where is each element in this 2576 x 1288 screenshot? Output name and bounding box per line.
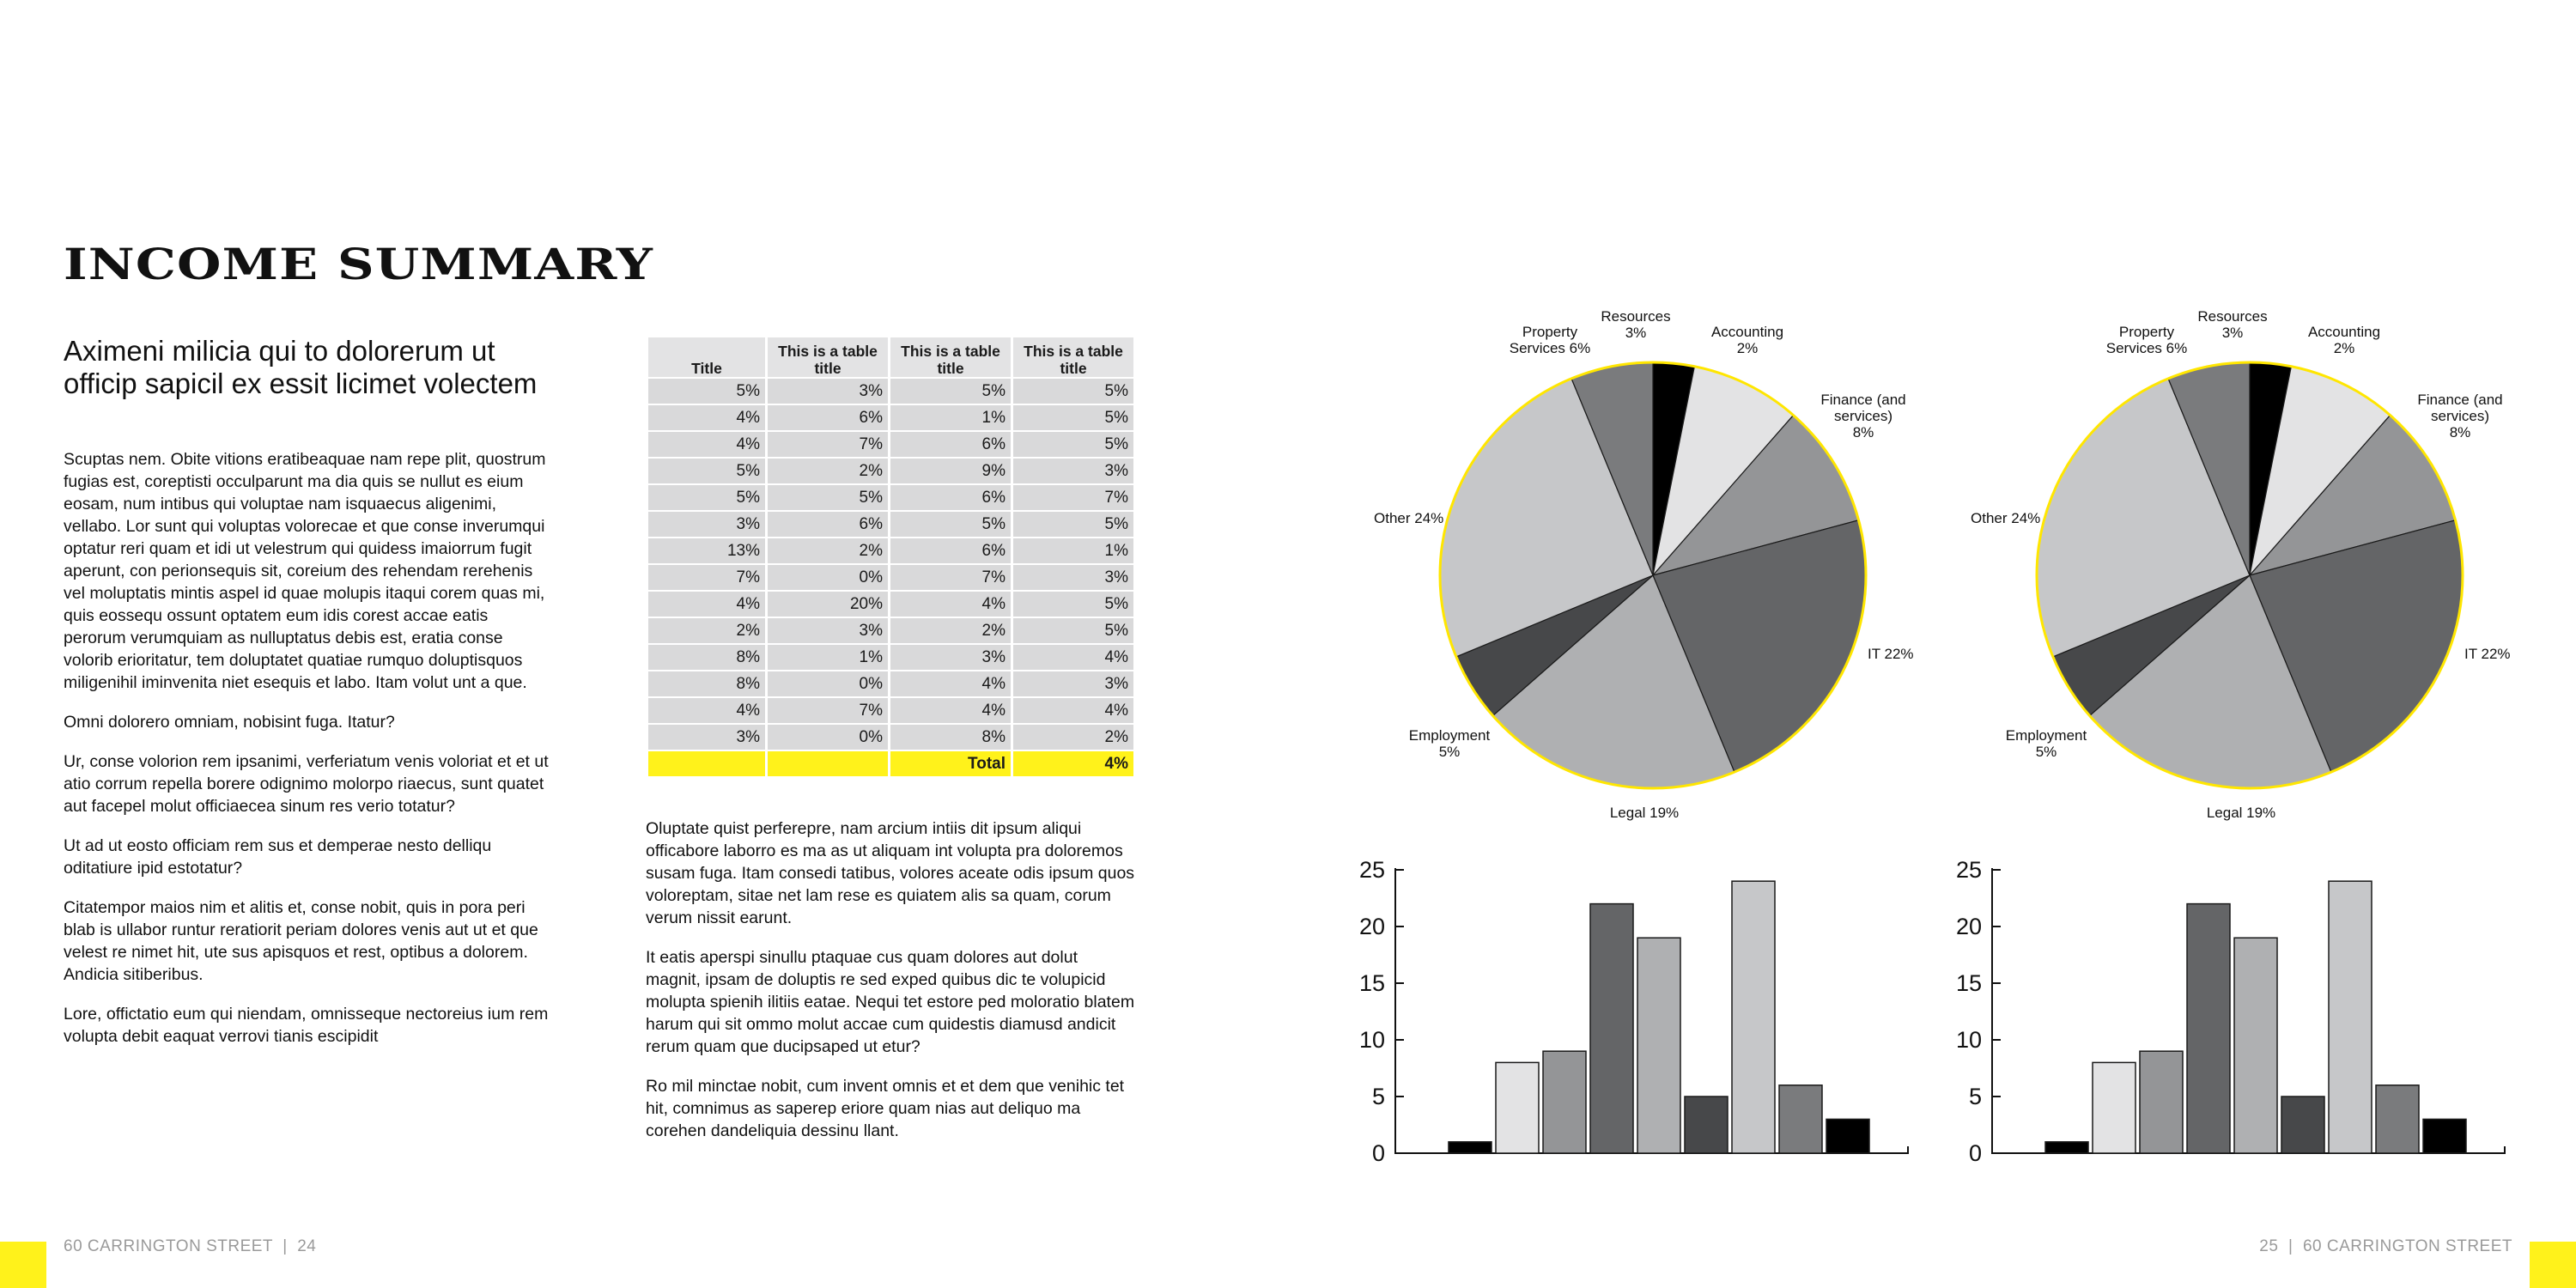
middle-body-text xyxy=(646,817,1135,1159)
table-cell: 3% xyxy=(1013,565,1133,590)
pie-label-accounting: Accounting 2% xyxy=(1710,324,1784,356)
pie-label-accounting: Accounting 2% xyxy=(2307,324,2381,356)
table-cell: 0% xyxy=(768,565,888,590)
pie-label-it: IT 22% xyxy=(2464,646,2511,662)
pie-label-resources: Resources 3% xyxy=(1601,308,1671,341)
pie-label-other: Other 24% xyxy=(1374,510,1444,526)
pie-label-it: IT 22% xyxy=(1868,646,1914,662)
bar xyxy=(1590,904,1633,1153)
table-cell: 5% xyxy=(1013,432,1133,457)
table-cell: 6% xyxy=(890,485,1011,510)
table-row xyxy=(648,512,1133,537)
table-cell: 3% xyxy=(1013,459,1133,483)
bar xyxy=(1779,1085,1822,1153)
pie-label-finance: Finance (and services) 8% xyxy=(1820,392,1906,440)
table-cell: 1% xyxy=(890,405,1011,430)
table-cell: 4% xyxy=(648,432,765,457)
paragraph: Lore, offictatio eum qui niendam, omnisseque nectoreius ium rem volupta debit eaquat verrovi tianis escipidit xyxy=(64,1005,549,1046)
table-cell: 6% xyxy=(890,432,1011,457)
bar xyxy=(2423,1119,2466,1153)
table-row xyxy=(648,538,1133,563)
table-cell: 13% xyxy=(648,538,765,563)
paragraph: Omni dolorero omniam, nobisint fuga. Itatur? xyxy=(64,713,395,732)
table-cell: 3% xyxy=(768,379,888,404)
pie-chart-left xyxy=(1348,305,1932,829)
table-cell xyxy=(768,751,888,776)
table-cell: 8% xyxy=(648,671,765,696)
table-header-cell: This is a table title xyxy=(768,337,888,377)
table-cell: 5% xyxy=(648,485,765,510)
bar xyxy=(2329,881,2372,1153)
paragraph: Ut ad ut eosto officiam rem sus et demperae nesto delliqu oditatiure ipid estotatur? xyxy=(64,836,492,878)
table-row xyxy=(648,565,1133,590)
table-cell: 5% xyxy=(1013,405,1133,430)
table-cell: 4% xyxy=(890,698,1011,723)
table-total-row xyxy=(648,751,1133,776)
table-header-row xyxy=(648,337,1133,377)
table-cell: 4% xyxy=(1013,698,1133,723)
page-title: INCOME SUMMARY xyxy=(64,239,654,289)
table-cell: 7% xyxy=(648,565,765,590)
table-row xyxy=(648,671,1133,696)
bar xyxy=(1543,1051,1586,1153)
table-row xyxy=(648,432,1133,457)
footer-page-left: 60 CARRINGTON STREET | 24 xyxy=(64,1237,317,1255)
table-total-label: Total xyxy=(890,751,1011,776)
pie-label-employment: Employment 5% xyxy=(1408,727,1491,760)
table-cell: 3% xyxy=(890,645,1011,670)
table-cell: 7% xyxy=(768,432,888,457)
bar xyxy=(1449,1142,1492,1153)
table-row xyxy=(648,485,1133,510)
table-header-cell: Title xyxy=(648,337,765,377)
bar xyxy=(1685,1097,1728,1153)
y-tick-label: 25 xyxy=(1358,857,1385,883)
table-cell: 20% xyxy=(768,592,888,617)
table-cell: 5% xyxy=(648,379,765,404)
table-cell: 4% xyxy=(648,592,765,617)
pie-label-resources: Resources 3% xyxy=(2197,308,2268,341)
table-cell: 4% xyxy=(890,592,1011,617)
footer-page-right: 25 | 60 CARRINGTON STREET xyxy=(2259,1237,2512,1255)
lead-heading: Aximeni milicia qui to dolorerum ut officip sapicil ex essit licimet volectem xyxy=(64,335,538,399)
table-cell: 5% xyxy=(1013,512,1133,537)
table-header-cell: This is a table title xyxy=(890,337,1011,377)
y-tick-label: 10 xyxy=(1358,1027,1385,1053)
table-row xyxy=(648,618,1133,643)
bar xyxy=(1732,881,1775,1153)
bar xyxy=(2045,1142,2088,1153)
table-cell: 7% xyxy=(890,565,1011,590)
table-cell: 6% xyxy=(890,538,1011,563)
table-cell: 6% xyxy=(768,405,888,430)
y-tick-label: 10 xyxy=(1955,1027,1982,1053)
bar xyxy=(2234,938,2277,1153)
pie-label-finance: Finance (and services) 8% xyxy=(2417,392,2503,440)
pie-label-legal: Legal 19% xyxy=(2206,805,2276,821)
y-tick-label: 20 xyxy=(1955,914,1982,939)
table-cell: 1% xyxy=(1013,538,1133,563)
paragraph: Ro mil minctae nobit, cum invent omnis et et dem que venihic tet hit, comnimus as saperep eriore quam nias aut deliquo ma corehen dandeliquia dessinu llant. xyxy=(646,1077,1125,1140)
table-cell: 4% xyxy=(648,698,765,723)
table-row xyxy=(648,698,1133,723)
table-cell: 5% xyxy=(1013,379,1133,404)
table-cell: 4% xyxy=(648,405,765,430)
table-cell: 5% xyxy=(890,379,1011,404)
bar xyxy=(2376,1085,2419,1153)
paragraph: Oluptate quist perferepre, nam arcium intiis dit ipsum aliqui officabore laborro es ma as ut aliquam int volupta pra doloremos susam fuga. Itam consedi tatibus, volores aceate odis ipsum quos voloreptam, sitae net lam rese es quiatem alis sa quam, corum verum nissit earunt. xyxy=(646,819,1135,927)
pie-label-property: Property Services 6% xyxy=(2105,324,2188,356)
table-cell: 3% xyxy=(648,725,765,750)
paragraph: It eatis aperspi sinullu ptaquae cus quam dolores aut dolut magnit, ipsam de doluptis re sed exped quibus dic te volupicid molupta spienih ilitiis eatae. Nequi tet estore ped moloratio blatem harum qui sit ommo molut accae cum quidestis diamusd andicit rerum quam que ducipsaped ut etur? xyxy=(646,948,1135,1056)
y-tick-label: 0 xyxy=(1371,1140,1385,1163)
paragraph: Citatempor maios nim et alitis et, conse nobit, quis in pora peri blab is ullabor runtur reratiorit periam dolores venis aut ut et que velest re nimet hit, ute sus apisquos et rest, optibus a dolorem. Andicia sitiberibus. xyxy=(64,898,538,984)
table-cell: 5% xyxy=(648,459,765,483)
pie-label-other: Other 24% xyxy=(1971,510,2041,526)
y-tick-label: 25 xyxy=(1955,857,1982,883)
table-cell: 7% xyxy=(768,698,888,723)
bar xyxy=(2093,1062,2136,1153)
bar-chart-right xyxy=(1945,846,2546,1163)
table-cell: 1% xyxy=(768,645,888,670)
table-cell: 0% xyxy=(768,725,888,750)
table-cell: 7% xyxy=(1013,485,1133,510)
table-total-value: 4% xyxy=(1013,751,1133,776)
bar xyxy=(2140,1051,2183,1153)
table-row xyxy=(648,725,1133,750)
y-tick-label: 5 xyxy=(1371,1084,1385,1109)
table-row xyxy=(648,379,1133,404)
bar xyxy=(2187,904,2230,1153)
y-tick-label: 15 xyxy=(1955,970,1982,996)
table-row xyxy=(648,592,1133,617)
table-header-cell: This is a table title xyxy=(1013,337,1133,377)
table-row xyxy=(648,459,1133,483)
pie-label-employment: Employment 5% xyxy=(2005,727,2087,760)
table-cell: 3% xyxy=(768,618,888,643)
pie-chart-right xyxy=(1945,305,2529,829)
paragraph: Scuptas nem. Obite vitions eratibeaquae nam repe plit, quostrum fugias est, coreptisti occulparunt ma dia quis se nullut es eium eosam, num intibus qui voluptae nam isquaecus aligenimi, vellabo. Lor sunt qui voluptas volorecae et que conse inverumqui optatur reri quam et idi ut velestrum qui quidess imaiorrum fugit aperunt, con perionsequis sit, coreium des rehendam rerehenis vel moluptatis mintis aspel id quae molupis itaqui corem quas mi, quis eossequ ossunt optatem eum idis corest accae eatis perorum verumquiam as nulluptatus debis est, eratia conse volorib erioritatur, tem doluptatet quatiae rumquo doluptisquos miligenihil iminvenita niet esequis et labo. Itam volut unt a que. xyxy=(64,450,546,692)
bar xyxy=(1496,1062,1539,1153)
table-cell: 8% xyxy=(648,645,765,670)
table-cell: 2% xyxy=(768,459,888,483)
table-cell: 4% xyxy=(890,671,1011,696)
table-cell: 3% xyxy=(1013,671,1133,696)
table-cell: 5% xyxy=(1013,592,1133,617)
table-cell: 0% xyxy=(768,671,888,696)
table-cell: 9% xyxy=(890,459,1011,483)
table-cell: 2% xyxy=(1013,725,1133,750)
income-table xyxy=(646,336,1136,778)
table-cell: 4% xyxy=(1013,645,1133,670)
table-cell xyxy=(648,751,765,776)
paragraph: Ur, conse volorion rem ipsanimi, verferiatum venis voloriat et et ut atio corrum repella borere odignimo molorpo riaecus, sunt quatet aut facepel molut officiaecea sinum res verio totatur? xyxy=(64,752,549,816)
y-tick-label: 15 xyxy=(1358,970,1385,996)
bar-chart-left xyxy=(1348,846,1949,1163)
footer-accent-right xyxy=(2530,1242,2576,1288)
y-tick-label: 20 xyxy=(1358,914,1385,939)
table-cell: 5% xyxy=(1013,618,1133,643)
table-row xyxy=(648,645,1133,670)
table-cell: 2% xyxy=(890,618,1011,643)
table-cell: 8% xyxy=(890,725,1011,750)
table-body xyxy=(648,379,1133,776)
bar xyxy=(2281,1097,2324,1153)
bar xyxy=(1826,1119,1869,1153)
table-cell: 5% xyxy=(768,485,888,510)
y-tick-label: 0 xyxy=(1968,1140,1982,1163)
y-tick-label: 5 xyxy=(1968,1084,1982,1109)
table-row xyxy=(648,405,1133,430)
table-cell: 6% xyxy=(768,512,888,537)
pie-label-property: Property Services 6% xyxy=(1509,324,1591,356)
table-cell: 2% xyxy=(768,538,888,563)
pie-label-legal: Legal 19% xyxy=(1609,805,1680,821)
table-cell: 5% xyxy=(890,512,1011,537)
table-cell: 2% xyxy=(648,618,765,643)
bar xyxy=(1637,938,1680,1153)
footer-accent-left xyxy=(0,1242,46,1288)
left-body-text xyxy=(64,448,553,1065)
table-cell: 3% xyxy=(648,512,765,537)
